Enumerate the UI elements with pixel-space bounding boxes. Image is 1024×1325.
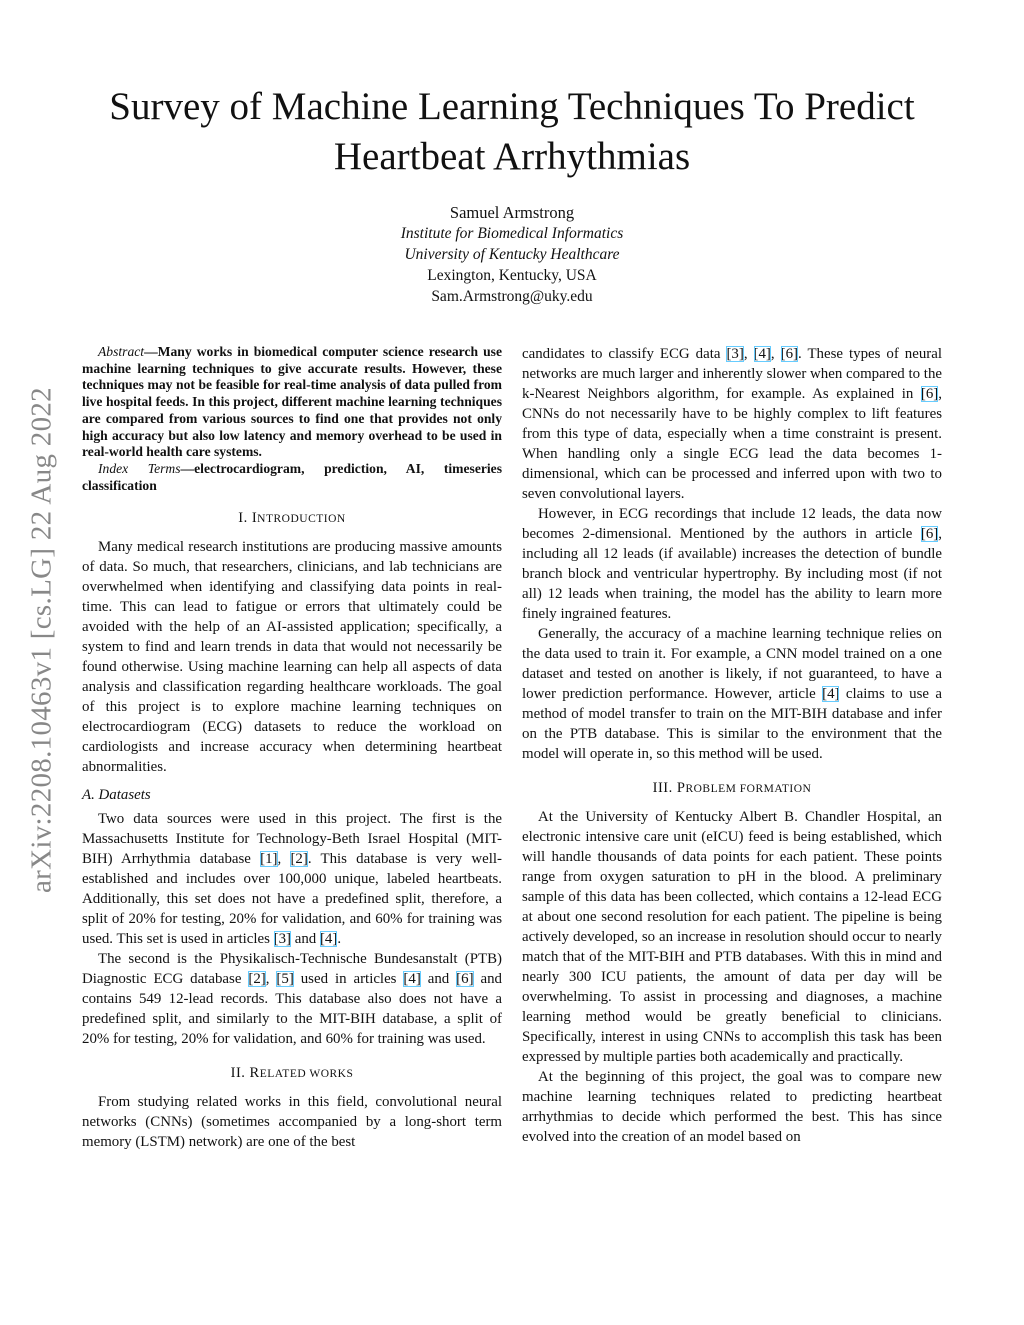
arxiv-identifier: arXiv:2208.10463v1 [cs.LG] 22 Aug 2022 [25, 387, 58, 893]
author-location: Lexington, Kentucky, USA [427, 267, 597, 284]
paragraph [82, 949, 502, 1049]
paragraph-text: , [770, 346, 781, 362]
citation-link[interactable]: [6] [920, 386, 939, 402]
paragraph-text: , including all 12 leads (if available) increases the detection of bundle branch block and ventricular hypertrophy. By including most (if not all) 12 leads when training, the model has the ability to learn more finely ingrained features. [522, 526, 942, 622]
abstract-text: —Many works in biomedical computer science research use machine learning techniques to give accurate results. However, these techniques may not be feasible for real-time analysis of data pulled from live hospital feeds. In this project, different machine learning techniques are compared from various sources to find one that provides not only high accuracy but also low latency and memory overhead to be used in real-world health care systems. [82, 344, 502, 460]
index-terms-text: —electrocardiogram, prediction, AI, timeseries classification [82, 460, 502, 493]
paragraph [82, 537, 502, 777]
paragraph-text: At the beginning of this project, the goal was to compare new machine learning techniques related to predicting heartbeat arrhythmias to decide which performed the best. This has since evolved into the creation of an model based on [522, 1069, 942, 1145]
citation-link[interactable]: [6] [920, 526, 939, 542]
index-terms-label: Index Terms [98, 460, 181, 476]
paragraph [522, 504, 942, 624]
paragraph-text: and [291, 931, 320, 948]
section-heading-related-works: II. RELATED WORKS [230, 1065, 354, 1082]
paragraph [82, 809, 502, 949]
paragraph-text: Two data sources were used in this project. The first is the Massachusetts Institute for Technology-Beth Israel Hospital (MIT-BIH) Arrhythmia database [82, 811, 502, 868]
section-heading-introduction: I. INTRODUCTION [238, 510, 346, 527]
paragraph-text: , [277, 851, 291, 868]
citation-link[interactable]: [4] [753, 346, 771, 362]
paragraph-text: . These types of neural networks are much larger and inherently slower when compared to the k-Nearest Neighbors algorithm, for example. As explained in [522, 346, 942, 402]
title-line: Heartbeat Arrhythmias [333, 135, 691, 178]
index-terms [82, 461, 502, 494]
paragraph-text: At the University of Kentucky Albert B. Chandler Hospital, an electronic intensive care unit (eICU) feed is being established, which will handle thousands of data points for each patient. These points range from oxygen saturation to pH in the blood. A preliminary sample of this data has been collected, which contains a 12-lead ECG at about one second resolution for each patient. The pipeline is being actively developed, so an increase in resolution should occur to nearly match that of the MIT-BIH and PTB databases. With this in mind and nearly 300 ICU patients, the amount of data per day will be overwhelming. To assist in processing and diagnoses, a machine learning method would be greatly beneficial to clinicians. Specifically, interest in using CNNs to accomplish this task has been expressed by multiple parties both academically and practically. [522, 809, 942, 1065]
paper-title [60, 82, 964, 182]
paragraph-text: , CNNs do not necessarily have to be highly complex to lift features from this type of data, especially when a time constraint is present. When handling only a single ECG lead the data becomes 1-dimensional, which can be processed and inferred upon with two to seven convolutional layers. [522, 386, 942, 502]
citation-link[interactable]: [3] [726, 346, 744, 362]
citation-link[interactable]: [3] [273, 931, 291, 948]
paragraph [522, 1067, 942, 1147]
author-email[interactable]: Sam.Armstrong@uky.edu [431, 288, 593, 305]
paragraph-text: Generally, the accuracy of a machine learning technique relies on the data used to train it. For example, a CNN model trained on a one dataset and tested on another is likely, if not guaranteed, to have a lower prediction performance. However, article [522, 626, 942, 702]
abstract [82, 344, 502, 461]
paragraph-text: used in articles [293, 971, 404, 988]
paragraph-text: and contains 549 12-lead records. This database also does not have a predefined split, and similarly to the MIT-BIH database, a split of 20% for testing, 20% for validation, and 60% for training was used. [82, 971, 502, 1048]
paragraph-text: The second is the Physikalisch-Technische Bundesanstalt (PTB) Diagnostic ECG database [82, 951, 502, 988]
section-heading-problem-formation: III. PROBLEM FORMATION [652, 780, 812, 796]
paragraph [522, 344, 942, 504]
abstract-label: Abstract [98, 344, 145, 359]
author-block [262, 202, 762, 307]
citation-link[interactable]: [5] [276, 971, 294, 988]
paragraph [522, 624, 942, 764]
paragraph-text: . [337, 931, 342, 948]
paragraph-text: and [420, 971, 457, 988]
author-institute: Institute for Biomedical Informatics [400, 225, 624, 242]
author-university: University of Kentucky Healthcare [404, 246, 620, 263]
paragraph-text: . This database is very well-established and includes over 100,000 unique, labeled heartbeats. Additionally, this set does not have a predefined split, therefore, a split of 20% for testing, 20% for validation, and 60% for training was used. This set is used in articles [82, 851, 502, 948]
right-column [522, 344, 942, 1147]
paragraph-text: candidates to classify ECG data [522, 346, 727, 362]
citation-link[interactable]: [4] [319, 931, 338, 948]
paragraph [82, 1092, 502, 1152]
author-name: Samuel Armstrong [449, 203, 575, 222]
title-line: Survey of Machine Learning Techniques To Predict [109, 85, 915, 128]
citation-link[interactable]: [2] [290, 851, 308, 868]
paragraph-text: From studying related works in this field, convolutional neural networks (CNNs) (sometimes accompanied by a long-short term memory (LSTM) network) are one of the best [82, 1094, 502, 1151]
paragraph-text: , [743, 346, 754, 362]
paragraph-text: However, in ECG recordings that include 12 leads, the data now becomes 2-dimensional. Mentioned by the authors in article [522, 506, 942, 542]
citation-link[interactable]: [2] [248, 971, 266, 988]
citation-link[interactable]: [6] [456, 971, 474, 988]
citation-link[interactable]: [1] [260, 851, 278, 868]
paragraph-text: Many medical research institutions are producing massive amounts of data. So much, that researchers, clinicians, and lab technicians are overwhelmed when identifying and classifying data points in real-time. This can lead to fatigue or errors that ultimately could be avoided with the help of an AI-assisted application; specifically, a system to find and learn trends in data that would not necessarily be found otherwise. Using machine learning can help all aspects of data analysis and classification regarding healthcare workloads. The goal of this project is to explore machine learning techniques on electrocardiogram (ECG) datasets to reduce the workload on cardiologists and increase accuracy when determining heartbeat abnormalities. [82, 539, 502, 776]
citation-link[interactable]: [4] [822, 686, 840, 702]
subsection-heading-datasets: A. Datasets [82, 787, 151, 804]
paragraph [522, 807, 942, 1067]
paragraph-text: claims to use a method of model transfer to train on the MIT-BIH database and infer on the PTB database. This is similar to the environment that the model will operate in, so this method will be used. [522, 686, 942, 762]
left-column [82, 344, 502, 1152]
citation-link[interactable]: [6] [780, 346, 798, 362]
citation-link[interactable]: [4] [403, 971, 421, 988]
paragraph-text: , [265, 971, 277, 988]
